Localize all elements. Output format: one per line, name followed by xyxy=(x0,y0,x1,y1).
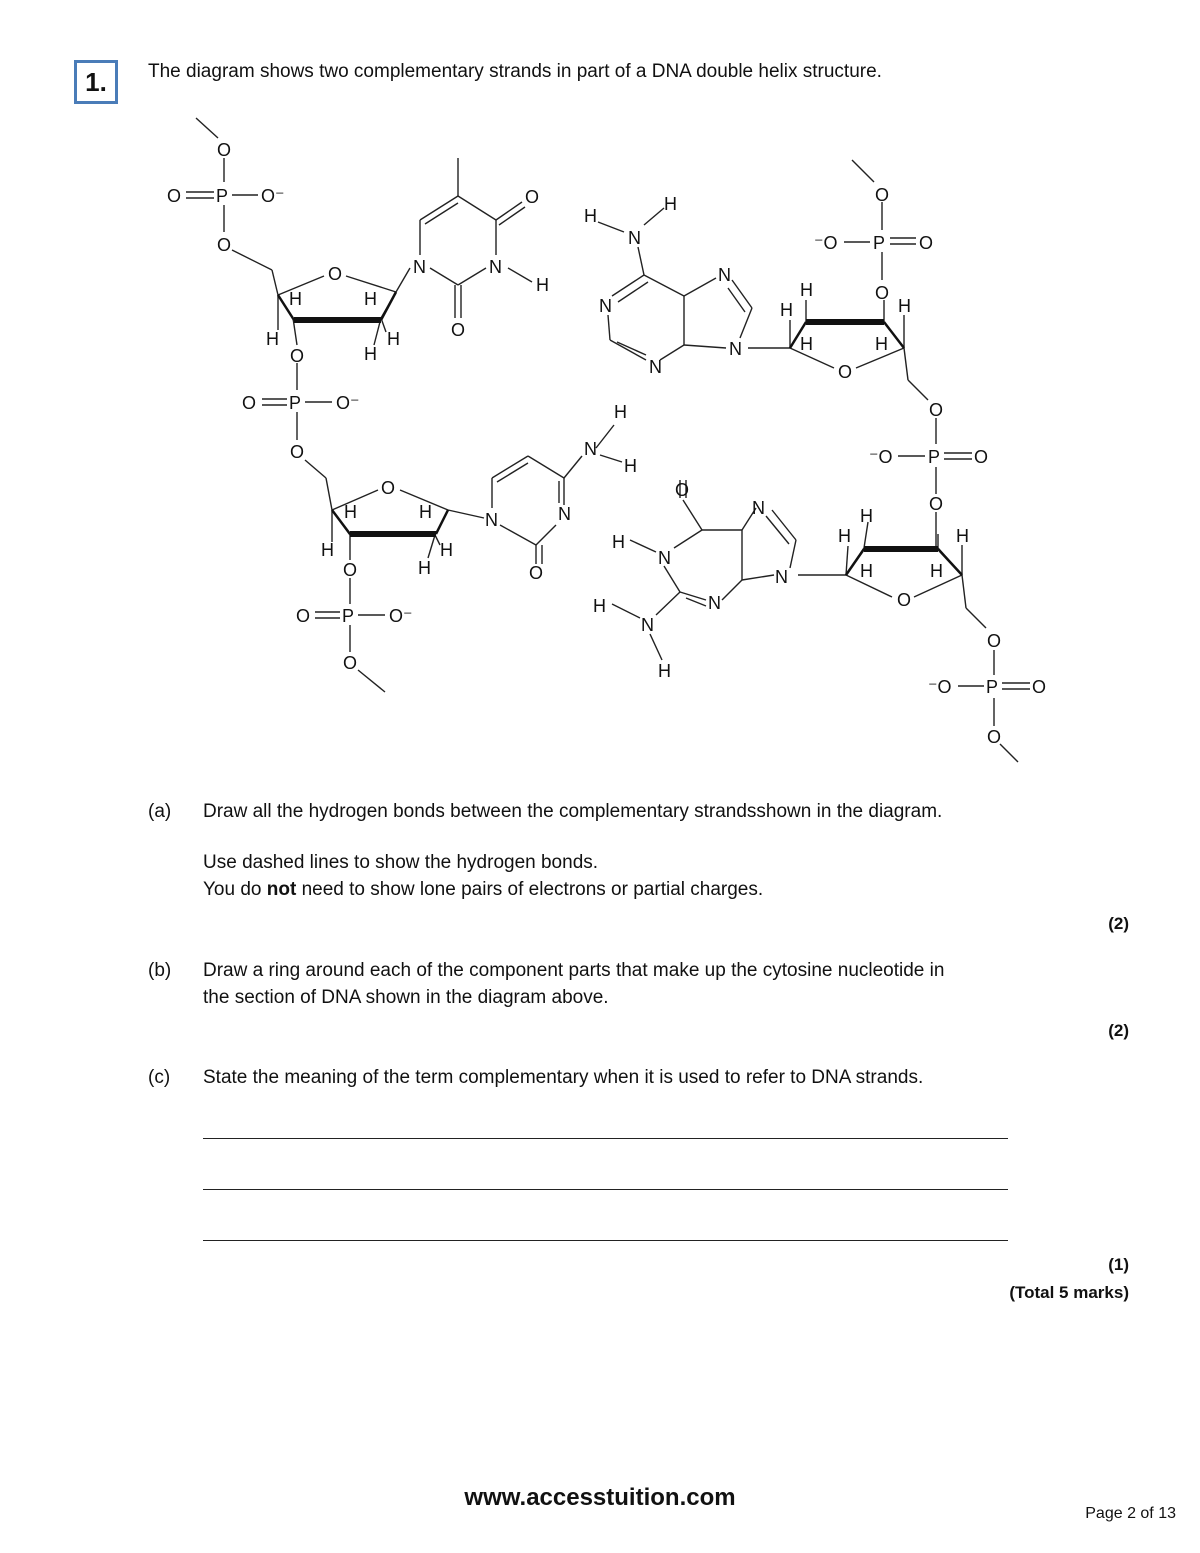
atom-label: N xyxy=(752,498,765,518)
atom-label: P xyxy=(342,606,355,626)
atom-label: P xyxy=(873,233,886,253)
page-number: Page 2 of 13 xyxy=(1085,1505,1176,1522)
atom-label: O⁻ xyxy=(336,393,360,413)
atom-label: O xyxy=(987,727,1002,747)
part-a-question: Draw all the hydrogen bonds between the complementary strandsshown in the diagram. xyxy=(203,801,943,822)
atom-label: H xyxy=(289,289,302,309)
atom-label: H xyxy=(800,334,813,354)
atom-label: O xyxy=(675,480,690,500)
atom-label: O xyxy=(290,346,305,366)
question-number: 1. xyxy=(85,66,107,97)
atom-label: H xyxy=(860,561,873,581)
atom-label: O xyxy=(987,631,1002,651)
atom-label: H xyxy=(956,526,969,546)
atom-label: N xyxy=(708,593,721,613)
atom-label: O⁻ xyxy=(261,186,285,206)
atom-label: O xyxy=(929,494,944,514)
atom-label: O xyxy=(974,447,989,467)
atom-label: ⁻O xyxy=(814,233,838,253)
total-marks: (Total 5 marks) xyxy=(1009,1283,1129,1302)
atom-label: O xyxy=(242,393,257,413)
atom-label: H xyxy=(536,275,549,295)
atom-label: O xyxy=(525,187,540,207)
atom-label: H xyxy=(387,329,400,349)
atom-label: P xyxy=(986,677,999,697)
atom-label: N xyxy=(485,510,498,530)
atom-label: O xyxy=(167,186,182,206)
atom-label: N xyxy=(413,257,426,277)
atom-label: N xyxy=(658,548,671,568)
atom-label: H xyxy=(658,661,671,681)
atom-label: P xyxy=(289,393,302,413)
atom-label: H xyxy=(614,402,627,422)
atom-label: O xyxy=(290,442,305,462)
atom-label: O xyxy=(217,235,232,255)
atom-label: O xyxy=(897,590,912,610)
atom-label: H xyxy=(418,558,431,578)
atom-label: H xyxy=(266,329,279,349)
atom-label: N xyxy=(628,228,641,248)
footer-url: www.accesstuition.com xyxy=(464,1484,736,1511)
atom-label: N xyxy=(729,339,742,359)
atom-label: H xyxy=(593,596,606,616)
part-a-instruction-1: Use dashed lines to show the hydrogen bonds. xyxy=(203,852,599,873)
atom-label: H xyxy=(612,532,625,552)
atom-label: O xyxy=(875,283,890,303)
atom-label: O xyxy=(838,362,853,382)
atom-label: H xyxy=(624,456,637,476)
atom-label: H xyxy=(364,289,377,309)
answer-line-2[interactable] xyxy=(203,1189,1008,1190)
part-c-marks: (1) xyxy=(1108,1255,1129,1274)
answer-line-1[interactable] xyxy=(203,1138,1008,1139)
part-a-marks: (2) xyxy=(1108,914,1129,933)
atom-label: H xyxy=(780,300,793,320)
atom-label: N xyxy=(641,615,654,635)
atom-label: O xyxy=(381,478,396,498)
atom-label: H xyxy=(440,540,453,560)
atom-label: N xyxy=(775,567,788,587)
part-b-marks: (2) xyxy=(1108,1021,1129,1040)
atom-label: N xyxy=(558,504,571,524)
atom-label: N xyxy=(489,257,502,277)
atom-label: O xyxy=(1032,677,1047,697)
atom-label: H xyxy=(364,344,377,364)
atom-label: H xyxy=(419,502,432,522)
atom-label: O⁻ xyxy=(389,606,413,626)
atom-label: H xyxy=(664,194,677,214)
answer-line-3[interactable] xyxy=(203,1240,1008,1241)
atom-label: ⁻O xyxy=(869,447,893,467)
atom-label: H xyxy=(838,526,851,546)
atom-label: O xyxy=(296,606,311,626)
atom-label: O xyxy=(343,653,358,673)
atom-label: O xyxy=(929,400,944,420)
atom-label: O xyxy=(919,233,934,253)
atom-label: H xyxy=(875,334,888,354)
atom-label: N xyxy=(599,296,612,316)
atom-label: P xyxy=(928,447,941,467)
atom-label: H xyxy=(584,206,597,226)
atom-label: O xyxy=(451,320,466,340)
atom-label: H xyxy=(898,296,911,316)
atom-label: N xyxy=(649,357,662,377)
part-b-question-line2: the section of DNA shown in the diagram above. xyxy=(203,987,609,1008)
part-c-letter: (c) xyxy=(148,1067,171,1088)
atom-label: H xyxy=(344,502,357,522)
question-intro: The diagram shows two complementary strands in part of a DNA double helix structure. xyxy=(148,61,882,82)
atom-label: P xyxy=(216,186,229,206)
part-a-letter: (a) xyxy=(148,801,172,822)
atom-label: O xyxy=(343,560,358,580)
atom-label: ⁻O xyxy=(928,677,952,697)
atom-label: H xyxy=(860,506,873,526)
atom-label: N xyxy=(584,439,597,459)
atom-label: O xyxy=(328,264,343,284)
atom-label: H xyxy=(321,540,334,560)
atom-label: O xyxy=(217,140,232,160)
part-a-instruction-2: You do not need to show lone pairs of electrons or partial charges. xyxy=(203,879,764,900)
part-b-question-line1: Draw a ring around each of the component parts that make up the cytosine nucleotide in xyxy=(203,960,945,981)
atom-label: O xyxy=(875,185,890,205)
part-b-letter: (b) xyxy=(148,960,172,981)
atom-label: O xyxy=(529,563,544,583)
atom-label: H xyxy=(800,280,813,300)
part-c-question: State the meaning of the term complementary when it is used to refer to DNA strands. xyxy=(203,1067,924,1088)
atom-label: N xyxy=(718,265,731,285)
atom-label: H xyxy=(930,561,943,581)
